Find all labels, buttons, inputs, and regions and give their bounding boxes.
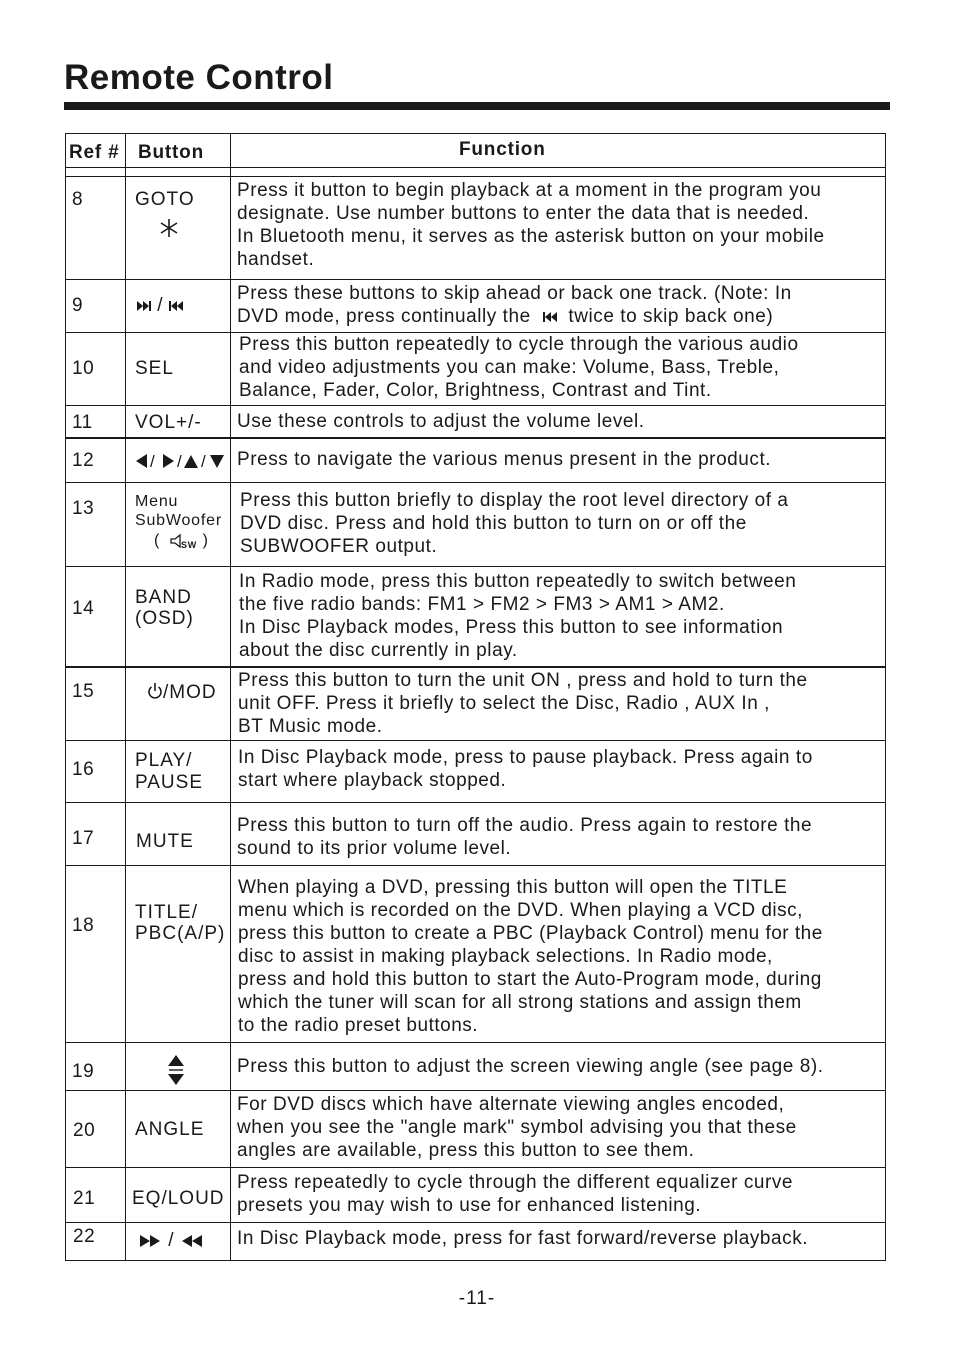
row-ref: 9: [72, 295, 84, 316]
table-row: [66, 405, 885, 438]
row-function: In Disc Playback mode, press to pause playback. Press again to start where playback stopped.: [238, 747, 813, 791]
row-button-line2: PAUSE: [135, 772, 204, 793]
table-row: [66, 1222, 885, 1263]
table-row: [66, 1090, 885, 1168]
row-function: Press this button briefly to display the root level directory of a DVD disc. Press and hold this button to turn on or off the SUBWOOFER output.: [240, 490, 789, 557]
row-function: Use these controls to adjust the volume level.: [237, 411, 645, 432]
row-ref: 8: [72, 189, 84, 210]
row-function: In Disc Playback mode, press for fast forward/reverse playback.: [237, 1228, 809, 1249]
previous-track-icon: [168, 300, 184, 312]
row-button: GOTO: [135, 189, 195, 210]
fast-forward-icon: [139, 1234, 163, 1248]
row-button-line1: Menu: [135, 493, 179, 510]
row-button-line1: TITLE/: [135, 902, 199, 923]
row-ref: 15: [72, 681, 95, 702]
asterisk-icon: [159, 218, 179, 238]
row-function: Press this button to turn the unit ON , press and hold to turn the unit OFF. Press it briefly to select the Disc, Radio , AUX In , BT Music mode.: [238, 670, 808, 737]
row-function: Press to navigate the various menus present in the product.: [237, 449, 772, 470]
header-button: Button: [138, 142, 204, 163]
row-button: VOL+/-: [135, 412, 202, 433]
row-function: For DVD discs which have alternate viewing angles encoded, when you see the "angle mark" symbol advising you that these angles are available, press this button to see them.: [237, 1094, 797, 1161]
row-function: Press these buttons to skip ahead or back one track. (Note: In DVD mode, press continually the twice to skip back one): [237, 283, 792, 327]
row-ref: 11: [72, 412, 93, 433]
table-header: [66, 134, 885, 177]
svg-text:/: /: [150, 451, 155, 471]
row-ref: 18: [72, 915, 95, 936]
subwoofer-icon: [169, 533, 198, 550]
row-ref: 20: [73, 1120, 96, 1141]
previous-track-icon: [541, 311, 559, 323]
row-function: Press repeatedly to cycle through the different equalizer curve presets you may wish to use for enhanced listening.: [237, 1172, 794, 1216]
header-function: Function: [459, 139, 546, 160]
table-row: [66, 666, 885, 742]
row-button: MUTE: [136, 831, 194, 852]
row-ref: 12: [72, 450, 95, 471]
row-ref: 22: [73, 1226, 96, 1247]
row-button: /MOD: [147, 682, 217, 704]
header-divider: [66, 167, 885, 168]
row-function: Press this button repeatedly to cycle through the various audio and video adjustments you can make: Volume, Bass, Treble, Balance, Fader, Color, Brightness, Contrast and Tint.: [239, 334, 799, 401]
row-button: /: [136, 295, 184, 317]
row-function: Press it button to begin playback at a moment in the program you designate. Use number buttons to enter the data that is needed. In Bluetooth menu, it serves as the asterisk button on your mobile handset.: [237, 180, 825, 270]
row-function: Press this button to adjust the screen viewing angle (see page 8).: [237, 1056, 824, 1077]
svg-text:/: /: [201, 451, 206, 471]
row-button-line1: BAND: [135, 587, 192, 608]
table-row: [66, 865, 885, 1043]
page-title: Remote Control: [64, 58, 334, 97]
row-button: ANGLE: [135, 1119, 205, 1140]
row-ref: 16: [72, 759, 95, 780]
svg-text:SW: SW: [181, 539, 198, 550]
table-row: [66, 566, 885, 667]
row-function: Press this button to turn off the audio. Press again to restore the sound to its prior volume level.: [237, 815, 813, 859]
table-row: [66, 1167, 885, 1223]
remote-control-table: [65, 133, 886, 1261]
table-row: [66, 1042, 885, 1091]
svg-text:/: /: [177, 451, 182, 471]
row-ref: 10: [72, 358, 95, 379]
row-button-line1: PLAY/: [135, 750, 193, 771]
table-row: [66, 740, 885, 803]
table-row: [66, 802, 885, 866]
table-row: [66, 332, 885, 406]
row-ref: 17: [72, 828, 95, 849]
page-number: -11-: [458, 1288, 496, 1309]
row-ref: 19: [72, 1061, 95, 1082]
row-button-line3: ( SW ): [154, 532, 209, 550]
row-button-line2: SubWoofer: [135, 512, 222, 529]
row-button-line2: PBC(A/P): [135, 923, 226, 944]
power-icon: [147, 682, 163, 700]
arrow-keys-icon: [135, 452, 229, 470]
row-button: SEL: [135, 358, 174, 379]
up-down-arrow-icon: [167, 1054, 185, 1086]
header-ref: Ref #: [69, 142, 120, 163]
rewind-icon: [179, 1234, 203, 1248]
table-row: [66, 176, 885, 280]
table-row: [66, 437, 885, 484]
row-button-line2: (OSD): [135, 608, 194, 629]
row-function: When playing a DVD, pressing this button will open the TITLE menu which is recorded on the DVD. When playing a VCD disc, press this button to create a PBC (Playback Control) menu for the disc to assist in making playback selections. In Radio mode, press and hold this button to start the Auto-Program mode, during which the tuner will scan for all strong stations and assign them to the radio preset buttons.: [238, 877, 823, 1036]
title-rule: [64, 102, 890, 110]
table-row: [66, 482, 885, 567]
row-ref: 13: [72, 498, 95, 519]
next-track-icon: [136, 300, 152, 312]
table-row: [66, 279, 885, 333]
row-ref: 14: [72, 598, 95, 619]
row-button: /: [139, 1230, 203, 1252]
row-button: EQ/LOUD: [132, 1188, 225, 1209]
row-ref: 21: [73, 1188, 96, 1209]
row-function: In Radio mode, press this button repeatedly to switch between the five radio bands: FM1 > FM2 > FM3 > AM1 > AM2. In Disc Playback modes, Press this button to see information about the disc currently in play.: [239, 571, 797, 661]
